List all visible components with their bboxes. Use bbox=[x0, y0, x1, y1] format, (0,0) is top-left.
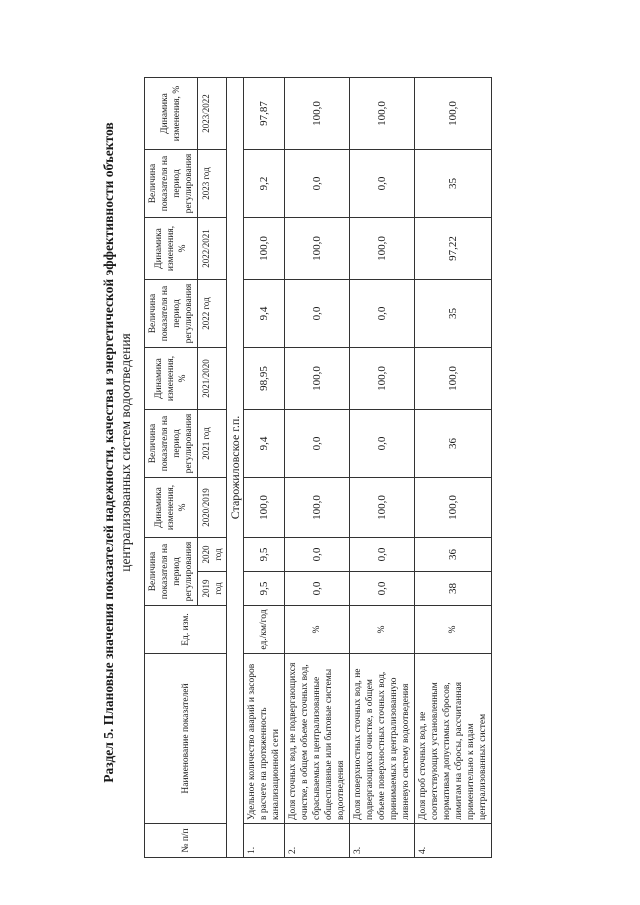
cell-2022: 0,0 bbox=[285, 280, 350, 348]
header-no: № п/п bbox=[145, 824, 227, 858]
cell-dyn-2022: 100,0 bbox=[285, 218, 350, 280]
row-name: Удельное количество аварий и засоров в расчете на протяженность канализационной сети bbox=[244, 654, 285, 824]
header-unit: Ед. изм. bbox=[145, 606, 227, 654]
cell-2023: 9,2 bbox=[244, 150, 285, 218]
header-year-2022: 2022 год bbox=[198, 280, 227, 348]
cell-dyn-2023: 100,0 bbox=[285, 78, 350, 150]
cell-2023: 0,0 bbox=[350, 150, 415, 218]
header-value-2021: Величина показателя на период регулирования bbox=[145, 410, 198, 478]
rotated-sheet bbox=[100, 25, 640, 880]
cell-dyn-2020: 100,0 bbox=[285, 478, 350, 538]
document-title: Раздел 5. Плановые значения показателей надежности, качества и энергетической эффективности объектов bbox=[101, 122, 116, 783]
table-row bbox=[285, 78, 350, 858]
header-name: Наименование показателей bbox=[145, 654, 227, 824]
cell-2020: 9,5 bbox=[244, 538, 285, 572]
cell-dyn-2023: 100,0 bbox=[350, 78, 415, 150]
cell-2021: 0,0 bbox=[285, 410, 350, 478]
header-row-1 bbox=[145, 78, 198, 858]
table-row bbox=[244, 78, 285, 858]
row-unit: ед./км/год bbox=[244, 606, 285, 654]
row-no: 2. bbox=[285, 824, 350, 858]
header-dyn-2020-2019: 2020/2019 bbox=[198, 478, 227, 538]
header-dyn-2021-2020: 2021/2020 bbox=[198, 348, 227, 410]
header-year-2020: 2020 год bbox=[198, 538, 227, 572]
header-year-2023: 2023 год bbox=[198, 150, 227, 218]
row-no: 3. bbox=[350, 824, 415, 858]
header-dynamics-2: Динамика изменения, % bbox=[145, 348, 198, 410]
row-unit: % bbox=[285, 606, 350, 654]
cell-dyn-2023: 100,0 bbox=[415, 78, 492, 150]
cell-dyn-2020: 100,0 bbox=[244, 478, 285, 538]
table-row bbox=[415, 78, 492, 858]
indicators-table bbox=[144, 77, 492, 858]
cell-dyn-2022: 97,22 bbox=[415, 218, 492, 280]
row-name: Доля сточных вод, не подвергающихся очистке, в общем объеме сточных вод, сбрасываемых в централизованные общесплавные или бытовые системы водоотведения bbox=[285, 654, 350, 824]
section-label: Старожиловское г.п. bbox=[227, 78, 244, 858]
table-row bbox=[350, 78, 415, 858]
cell-2019: 0,0 bbox=[350, 572, 415, 606]
header-value-2023: Величина показателя на период регулирования bbox=[145, 150, 198, 218]
cell-2019: 0,0 bbox=[285, 572, 350, 606]
header-dynamics-3: Динамика изменения, % bbox=[145, 218, 198, 280]
header-value-2022: Величина показателя на период регулирования bbox=[145, 280, 198, 348]
row-unit: % bbox=[350, 606, 415, 654]
header-year-2019: 2019 год bbox=[198, 572, 227, 606]
document-subtitle: централизованных систем водоотведения bbox=[118, 333, 133, 572]
cell-2022: 0,0 bbox=[350, 280, 415, 348]
cell-dyn-2022: 100,0 bbox=[244, 218, 285, 280]
cell-2020: 36 bbox=[415, 538, 492, 572]
row-name: Доля поверхностных сточных вод, не подвергающихся очистке, в общем объеме поверхностных сточных вод, принимаемых в централизованную ливневую систему водоотведения bbox=[350, 654, 415, 824]
cell-2019: 38 bbox=[415, 572, 492, 606]
cell-2020: 0,0 bbox=[285, 538, 350, 572]
cell-2021: 9,4 bbox=[244, 410, 285, 478]
cell-dyn-2021: 100,0 bbox=[350, 348, 415, 410]
cell-2023: 0,0 bbox=[285, 150, 350, 218]
cell-2021: 36 bbox=[415, 410, 492, 478]
cell-dyn-2020: 100,0 bbox=[350, 478, 415, 538]
header-dynamics-4: Динамика изменения, % bbox=[145, 78, 198, 150]
cell-2019: 9,5 bbox=[244, 572, 285, 606]
row-name: Доля проб сточных вод, не соответствующих установленным нормативам допустимых сбросов, лимитам на сбросы, рассчитанная применительно к видам централизованных систем bbox=[415, 654, 492, 824]
header-year-2021: 2021 год bbox=[198, 410, 227, 478]
cell-dyn-2021: 100,0 bbox=[285, 348, 350, 410]
header-value-2019-2020: Величина показателя на период регулирования bbox=[145, 538, 198, 606]
cell-dyn-2021: 98,95 bbox=[244, 348, 285, 410]
section-row bbox=[227, 78, 244, 858]
cell-dyn-2023: 97,87 bbox=[244, 78, 285, 150]
cell-dyn-2020: 100,0 bbox=[415, 478, 492, 538]
cell-dyn-2021: 100,0 bbox=[415, 348, 492, 410]
cell-2022: 9,4 bbox=[244, 280, 285, 348]
header-dyn-2022-2021: 2022/2021 bbox=[198, 218, 227, 280]
cell-2022: 35 bbox=[415, 280, 492, 348]
row-no: 4. bbox=[415, 824, 492, 858]
header-dyn-2023-2022: 2023/2022 bbox=[198, 78, 227, 150]
header-dynamics-1: Динамика изменения, % bbox=[145, 478, 198, 538]
cell-2023: 35 bbox=[415, 150, 492, 218]
row-no: 1. bbox=[244, 824, 285, 858]
row-unit: % bbox=[415, 606, 492, 654]
cell-dyn-2022: 100,0 bbox=[350, 218, 415, 280]
cell-2020: 0,0 bbox=[350, 538, 415, 572]
cell-2021: 0,0 bbox=[350, 410, 415, 478]
